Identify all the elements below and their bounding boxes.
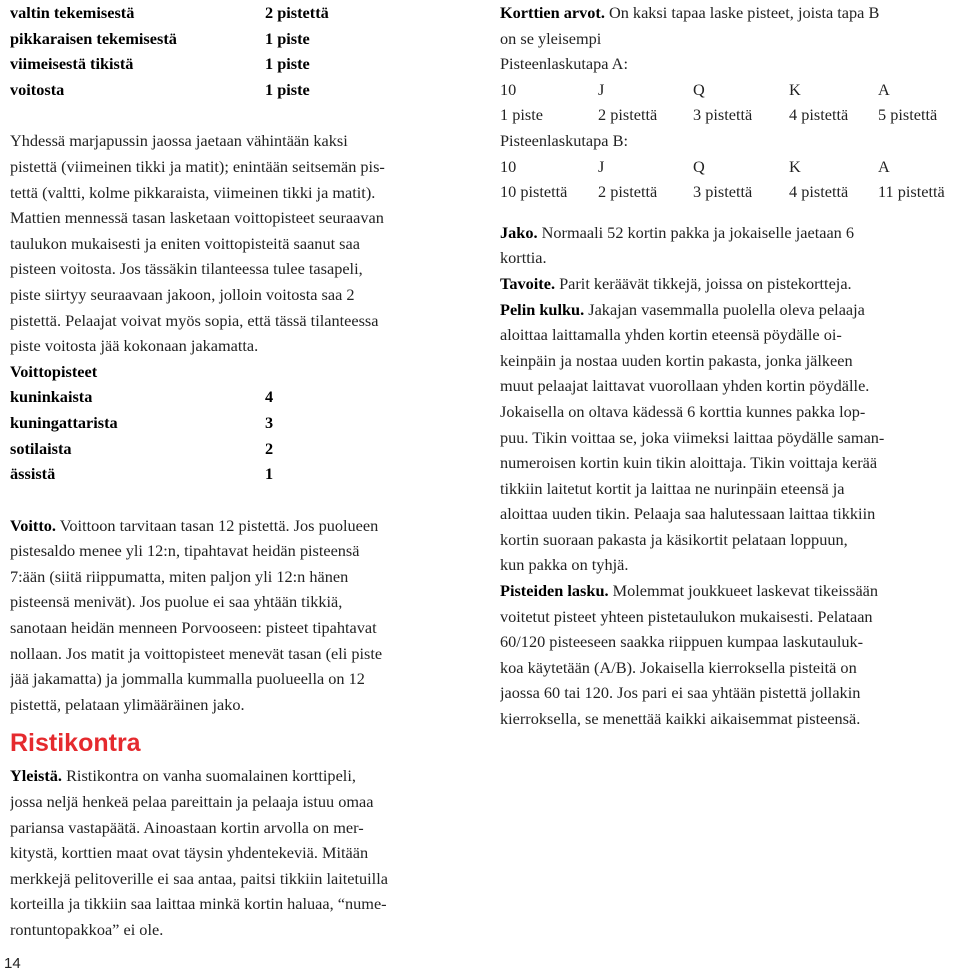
points-row: valtin tekemisestä 2 pistettä (10, 3, 329, 22)
yleista-heading: Yleistä. (10, 766, 62, 786)
method-b-cards: 10 J Q K A (500, 156, 890, 176)
victory-points-table (10, 359, 460, 487)
right-column (500, 0, 955, 732)
victory-title: Voittopisteet (10, 361, 98, 381)
victory-row: kuninkaista 4 (10, 387, 274, 407)
method-a-points: 1 piste 2 pistettä 3 pistettä 4 pistettä 5 pistettä (500, 105, 938, 125)
section-heading: Ristikontra (10, 729, 141, 758)
page-number: 14 (4, 955, 21, 972)
points-row: viimeisestä tikistä 1 piste (10, 54, 310, 74)
method-b-points: 10 pistettä 2 pistettä 3 pistettä 4 pistettä 11 pistettä (500, 182, 945, 202)
paragraph-rules: Yhdessä marjapussin jaossa jaetaan vähintään kaksi pistettä (viimeinen tikki ja matit); enintään seitsemän pis- tettä (valtti, kolme pikkaraista, viimeinen tikki ja matit). Mattien mennessä tasan lasketaan voittopisteet seuraavan taulukon mukaisesti ja eniten voittopisteitä saanut saa pisteen voitosta. Jos tässäkin tilanteessa tulee tasapeli, piste siirtyy seuraavaan jakoon, jolloin voitosta saa 2 pistettä. Pelaajat voivat myös sopia, että tässä tilanteessa piste voitosta jää kokonaan jakamatta. (10, 131, 385, 356)
kulku-heading: Pelin kulku. (500, 299, 585, 319)
paragraph-card-values: Korttien arvot. On kaksi tapaa laske pisteet, joista tapa B on se yleisempi Pisteenlaskutapa A: 10 J Q K A 1 piste 2 pistettä 3 pistettä 4 pistettä 5 pistettä Pisteenlaskutapa B: 10 J Q K A 10 pistettä 2 pistettä 3 pistettä 4 pistettä 11 pistettä (500, 0, 955, 205)
paragraph-voitto: Voitto. Voittoon tarvitaan tasan 12 pistettä. Jos puolueen pistesaldo menee yli 12:n, tipahtavat heidän pisteensä 7:ään (siitä riippumatta, miten paljon yli 12:n hänen pisteensä menivät). Jos puolue ei saa yhtään tikkiä, sanotaan heidän menneen Porvooseen: pisteet tipahtavat nollaan. Jos matit ja voittopisteet menevät tasan (eli piste jää jakamatta) ja jommalla kummalla puolueella on 12 pistettä, pelataan ylimääräinen jako. (10, 515, 383, 714)
points-row: pikkaraisen tekemisestä 1 piste (10, 28, 310, 48)
paragraph-lasku: Pisteiden lasku. Molemmat joukkueet laskevat tikeissään voitetut pisteet yhteen pistetaulukon mukaisesti. Pelataan 60/120 pisteeseen saakka riippuen kumpaa laskutauluk- koa käytetään (A/B). Jokaisella kierroksella pisteitä on jaossa 60 tai 120. Jos pari ei saa yhtään pistettä jollakin kierroksella, se menettää kaikki aikaisemmat pisteensä. (500, 581, 879, 729)
voitto-heading: Voitto. (10, 515, 56, 535)
arvot-heading: Korttien arvot. (500, 3, 605, 22)
victory-row: ässistä 1 (10, 464, 274, 484)
paragraph-yleista: Yleistä. Ristikontra on vanha suomalainen korttipeli, jossa neljä henkeä pelaa pareittain ja pelaaja istuu omaa pariansa vastapäätä. Ainoastaan kortin arvolla on mer- kitystä, korttien maat ovat täysin yhdentekeviä. Mitään merkkejä pelitoverille ei saa antaa, paitsi tikkiin laitetuilla korteilla ja tikkiin saa laittaa minkä kortin haluaa, “nume- rontuntopakkoa” ei ole. (10, 766, 388, 939)
method-b-title: Pisteenlaskutapa B: (500, 130, 628, 150)
paragraph-jako: Jako. Normaali 52 kortin pakka ja jokaiselle jaetaan 6 korttia. (500, 222, 855, 268)
points-row: voitosta 1 piste (10, 79, 310, 99)
left-column (10, 0, 460, 943)
paragraph-kulku: Pelin kulku. Jakajan vasemmalla puolella oleva pelaaja aloittaa laittamalla yhden kortin eteensä pöydälle oi- keinpäin ja nostaa uuden kortin pakasta, jonka jälkeen muut pelaajat laittavat vuorollaan yhden kortin pöydälle. Jokaisella on oltava kädessä 6 korttia kunnes pakka lop- puu. Tikin voittaa se, joka viimeksi laittaa pöydälle saman- numeroisen kortin kuin tikin aloittaja. Tikin voittaja kerää tikkiin laitetut kortit ja laittaa ne nurinpäin eteensä ja aloittaa uuden tikin. Pelaaja saa halutessaan laittaa tikkiin kortin suoraan pakasta ja käsikortit pelataan loppuun, kun pakka on tyhjä. (500, 299, 885, 575)
jako-heading: Jako. (500, 222, 538, 242)
tavoite-heading: Tavoite. (500, 273, 556, 293)
method-a-cards: 10 J Q K A (500, 79, 890, 99)
lasku-heading: Pisteiden lasku. (500, 581, 609, 601)
victory-row: sotilaista 2 (10, 438, 274, 458)
method-a-title: Pisteenlaskutapa A: (500, 54, 628, 74)
victory-row: kuningattarista 3 (10, 412, 274, 432)
points-table (10, 0, 460, 102)
paragraph-tavoite: Tavoite. Parit keräävät tikkejä, joissa on pistekortteja. (500, 273, 852, 293)
